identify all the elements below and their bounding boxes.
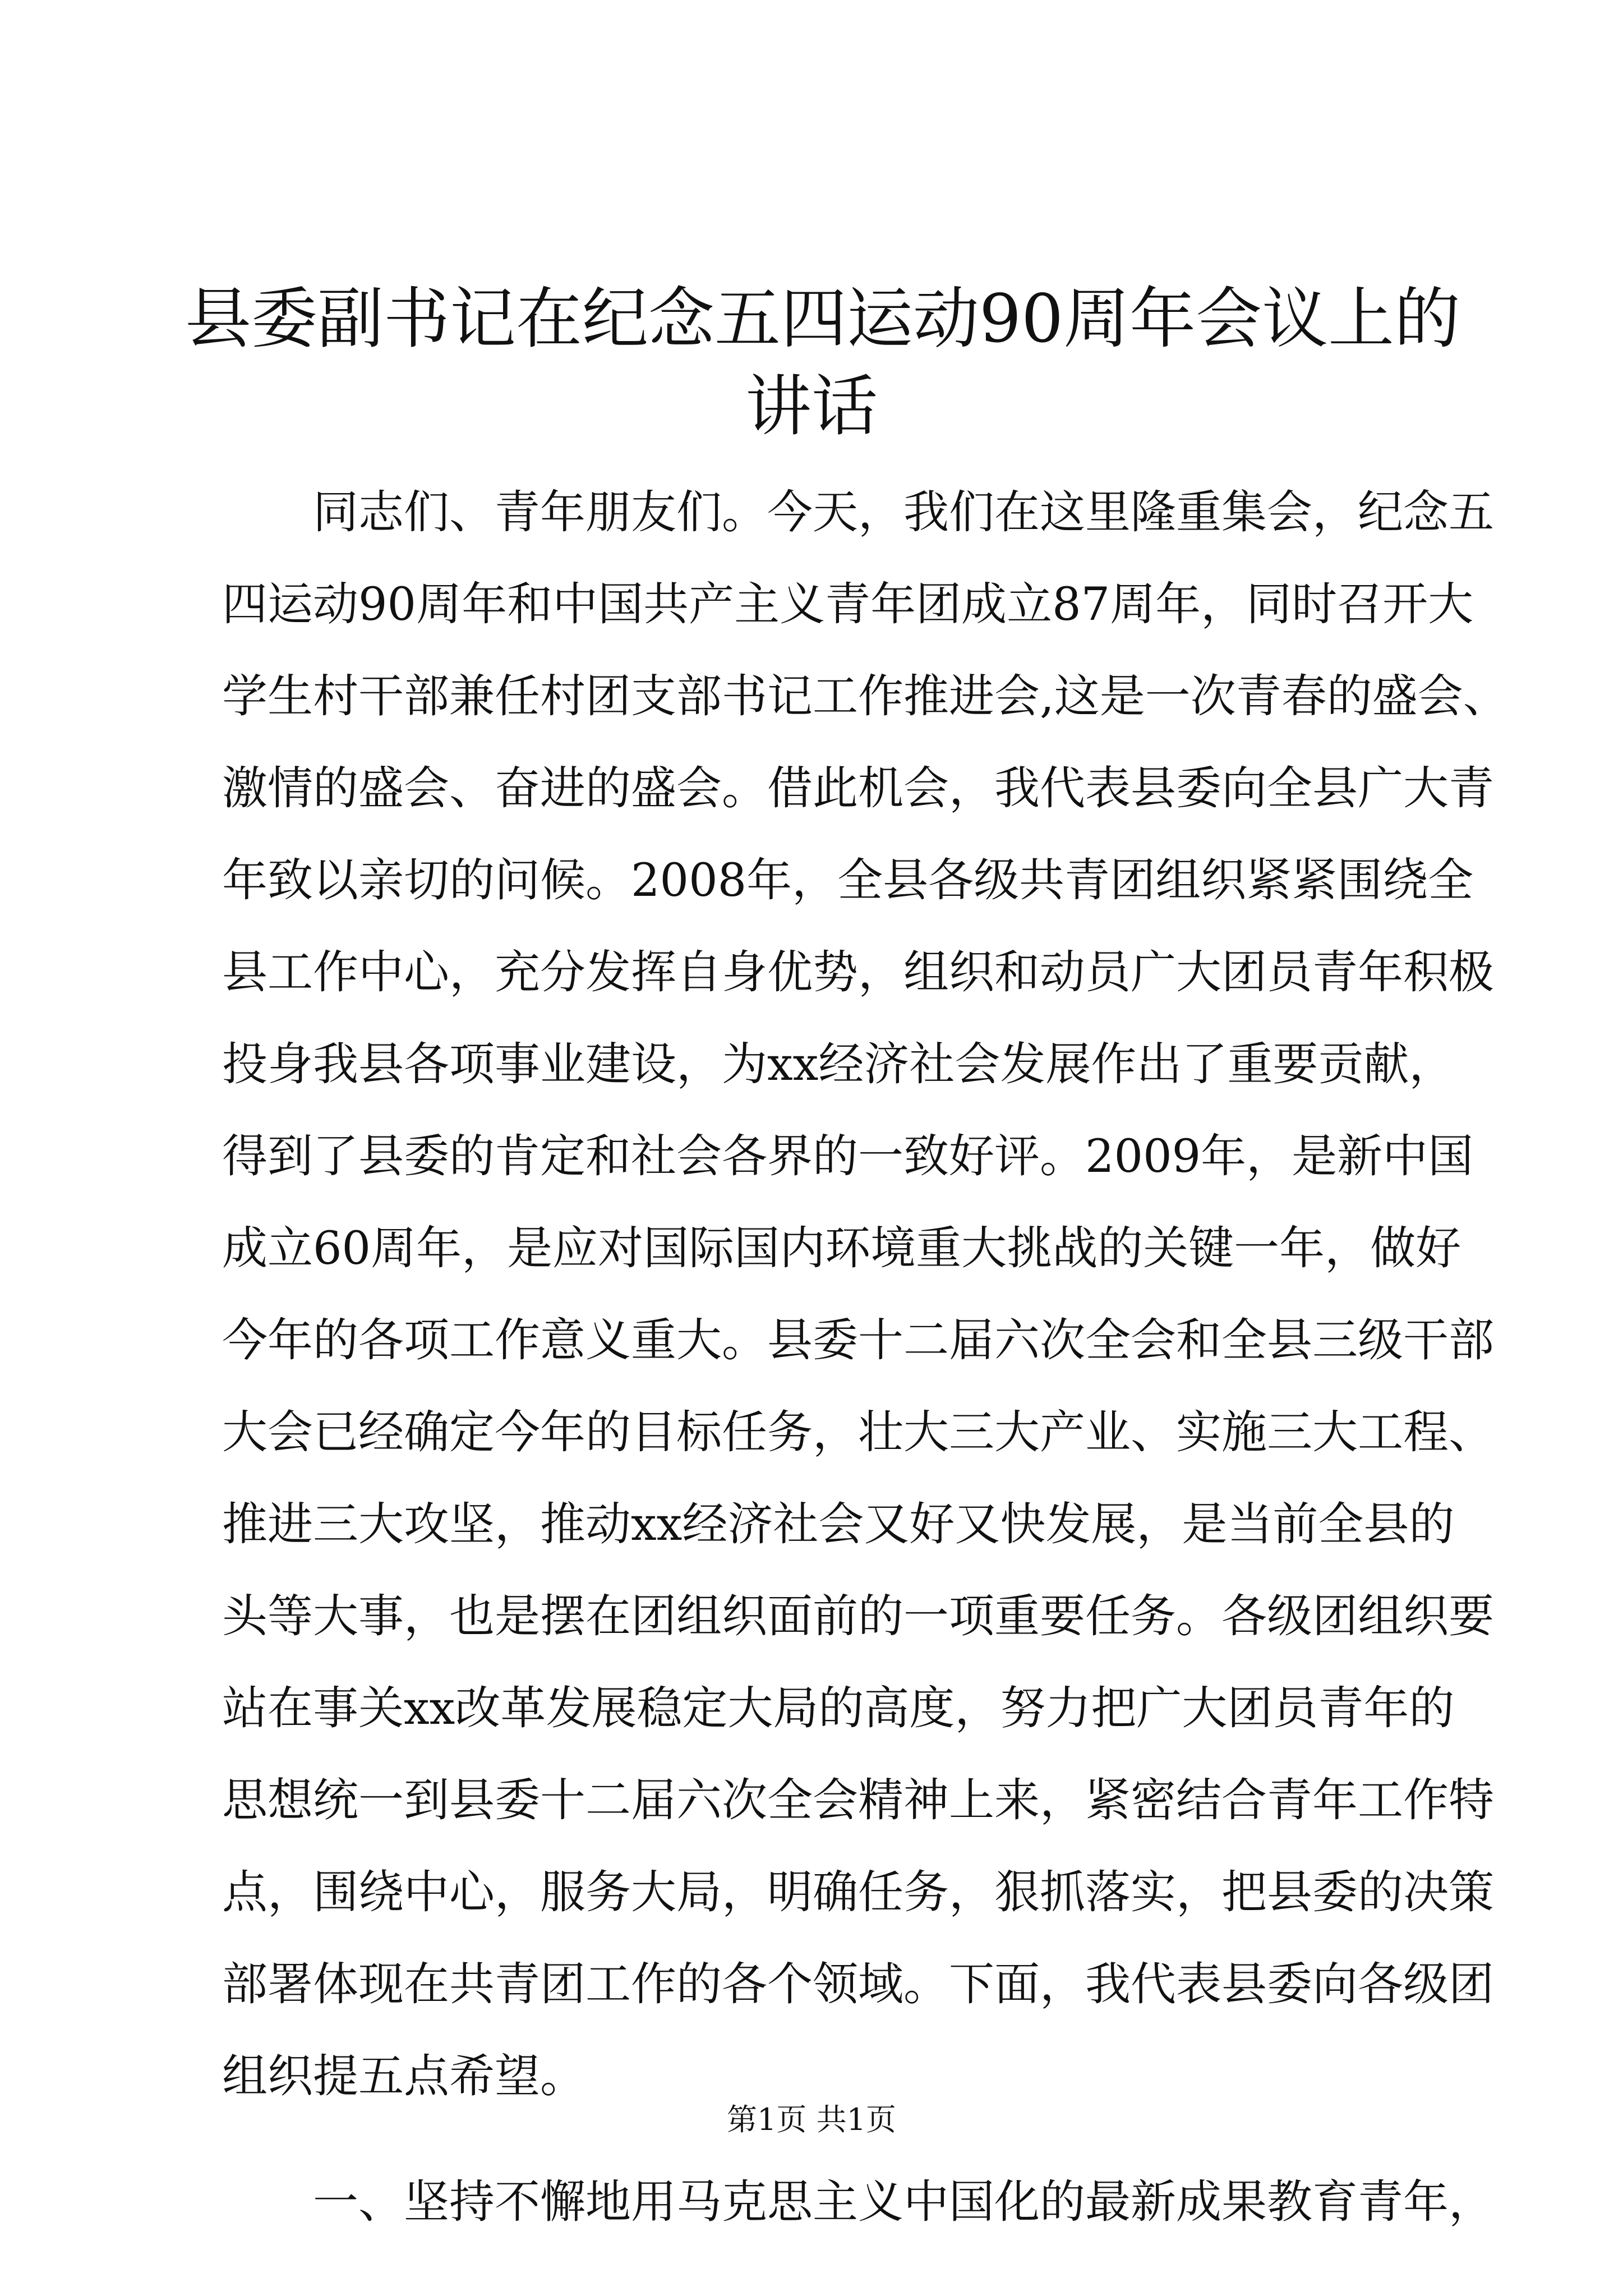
title-line: 县委副书记在纪念五四运动90周年会议上的 xyxy=(185,280,1461,357)
paragraph xyxy=(222,2156,1495,2248)
text-line: 思想统一到县委十二届六次全会精神上来，紧密结合青年工作特 xyxy=(222,1774,1495,1827)
text-line: 站在事关xx改革发展稳定大局的高度，努力把广大团员青年的 xyxy=(222,1682,1455,1735)
text-line: 点，围绕中心，服务大局，明确任务，狠抓落实，把县委的决策 xyxy=(222,1866,1495,1919)
text-line: 部署体现在共青团工作的各个领域。下面，我代表县委向各级团 xyxy=(222,1958,1495,2011)
text-line: 同志们、青年朋友们。今天，我们在这里隆重集会，纪念五 xyxy=(222,486,1495,539)
paragraph xyxy=(222,467,1509,2123)
document-title xyxy=(185,275,1461,450)
text-line: 学生村干部兼任村团支部书记工作推进会,这是一次青春的盛会、 xyxy=(222,670,1509,723)
page-footer: 第1页 共1页 xyxy=(727,2102,896,2137)
text-line: 头等大事，也是摆在团组织面前的一项重要任务。各级团组织要 xyxy=(222,1590,1495,1643)
text-line: 县工作中心，充分发挥自身优势，组织和动员广大团员青年积极 xyxy=(222,946,1495,999)
title-line: 讲话 xyxy=(745,367,878,445)
text-line: 今年的各项工作意义重大。县委十二届六次全会和全县三级干部 xyxy=(222,1314,1495,1367)
text-line: 四运动90周年和中国共产主义青年团成立87周年，同时召开大 xyxy=(222,578,1474,631)
document-body xyxy=(222,467,1509,2248)
text-line: 得到了县委的肯定和社会各界的一致好评。2009年，是新中国 xyxy=(222,1130,1474,1183)
text-line: 组织提五点希望。 xyxy=(222,2050,586,2103)
text-line: 大会已经确定今年的目标任务，壮大三大产业、实施三大工程、 xyxy=(222,1406,1495,1459)
text-line: 一、坚持不懈地用马克思主义中国化的最新成果教育青年， xyxy=(222,2176,1495,2229)
text-line: 推进三大攻坚，推动xx经济社会又好又快发展，是当前全县的 xyxy=(222,1498,1455,1551)
text-line: 投身我县各项事业建设，为xx经济社会发展作出了重要贡献， xyxy=(222,1038,1455,1091)
text-line: 年致以亲切的问候。2008年，全县各级共青团组织紧紧围绕全 xyxy=(222,854,1474,907)
text-line: 激情的盛会、奋进的盛会。借此机会，我代表县委向全县广大青 xyxy=(222,762,1495,815)
text-line: 成立60周年，是应对国际国内环境重大挑战的关键一年，做好 xyxy=(222,1222,1461,1275)
